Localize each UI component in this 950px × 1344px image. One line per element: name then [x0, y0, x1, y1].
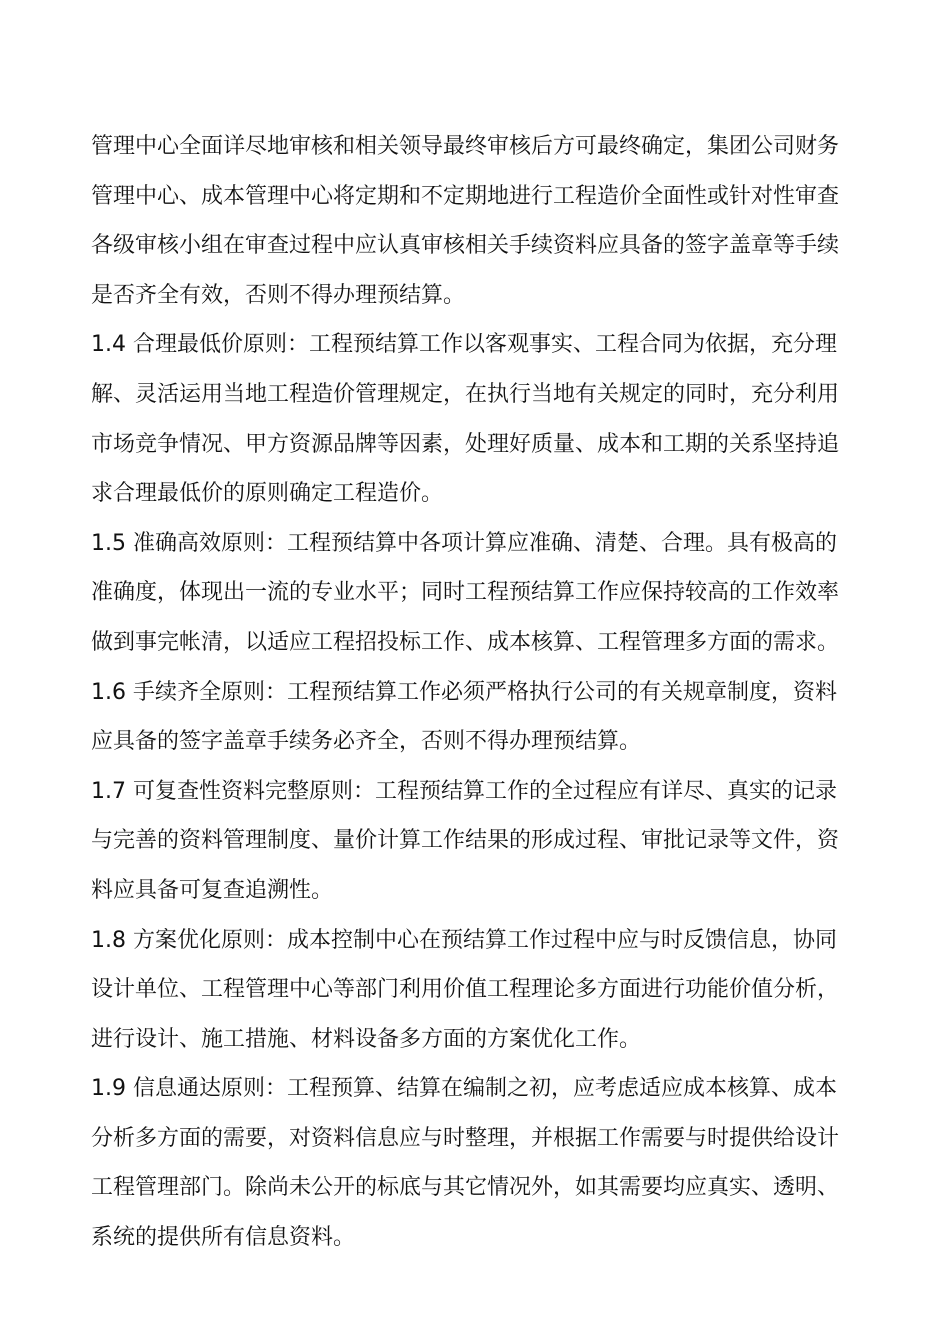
text-line: 各级审核小组在审查过程中应认真审核相关手续资料应具备的签字盖章等手续 [91, 233, 840, 259]
text-line: 是否齐全有效，否则不得办理预结算。 [91, 282, 466, 308]
text-line: 1.5 准确高效原则：工程预结算中各项计算应准确、清楚、合理。具有极高的 [91, 530, 837, 556]
text-line: 分析多方面的需要，对资料信息应与时整理，并根据工作需要与时提供给设计 [91, 1125, 840, 1151]
text-line: 进行设计、施工措施、材料设备多方面的方案优化工作。 [91, 1026, 642, 1052]
text-line: 设计单位、工程管理中心等部门利用价值工程理论多方面进行功能价值分析， [91, 977, 840, 1003]
text-line: 1.7 可复查性资料完整原则：工程预结算工作的全过程应有详尽、真实的记录 [91, 778, 837, 804]
text-line: 1.9 信息通达原则：工程预算、结算在编制之初，应考虑适应成本核算、成本 [91, 1076, 837, 1102]
text-line: 应具备的签字盖章手续务必齐全，否则不得办理预结算。 [91, 729, 642, 755]
text-line: 管理中心、成本管理中心将定期和不定期地进行工程造价全面性或针对性审查 [91, 183, 840, 209]
text-line: 1.8 方案优化原则：成本控制中心在预结算工作过程中应与时反馈信息，协同 [91, 927, 837, 953]
text-line: 市场竞争情况、甲方资源品牌等因素，处理好质量、成本和工期的关系坚持追 [91, 431, 840, 457]
text-line: 系统的提供所有信息资料。 [91, 1225, 356, 1251]
text-line: 与完善的资料管理制度、量价计算工作结果的形成过程、审批记录等文件，资 [91, 828, 840, 854]
text-line: 1.4 合理最低价原则：工程预结算工作以客观事实、工程合同为依据，充分理 [91, 332, 837, 358]
text-line: 管理中心全面详尽地审核和相关领导最终审核后方可最终确定，集团公司财务 [91, 134, 840, 159]
text-line: 料应具备可复查追溯性。 [91, 877, 334, 903]
text-line: 做到事完帐清，以适应工程招投标工作、成本核算、工程管理多方面的需求。 [91, 629, 840, 655]
document-body [91, 122, 861, 1263]
text-line: 求合理最低价的原则确定工程造价。 [91, 481, 444, 507]
text-line: 解、灵活运用当地工程造价管理规定，在执行当地有关规定的同时，充分利用 [91, 381, 840, 407]
text-line: 1.6 手续齐全原则：工程预结算工作必须严格执行公司的有关规章制度，资料 [91, 679, 837, 705]
text-line: 工程管理部门。除尚未公开的标底与其它情况外，如其需要均应真实、透明、 [91, 1175, 840, 1201]
text-line: 准确度，体现出一流的专业水平；同时工程预结算工作应保持较高的工作效率 [91, 580, 840, 606]
